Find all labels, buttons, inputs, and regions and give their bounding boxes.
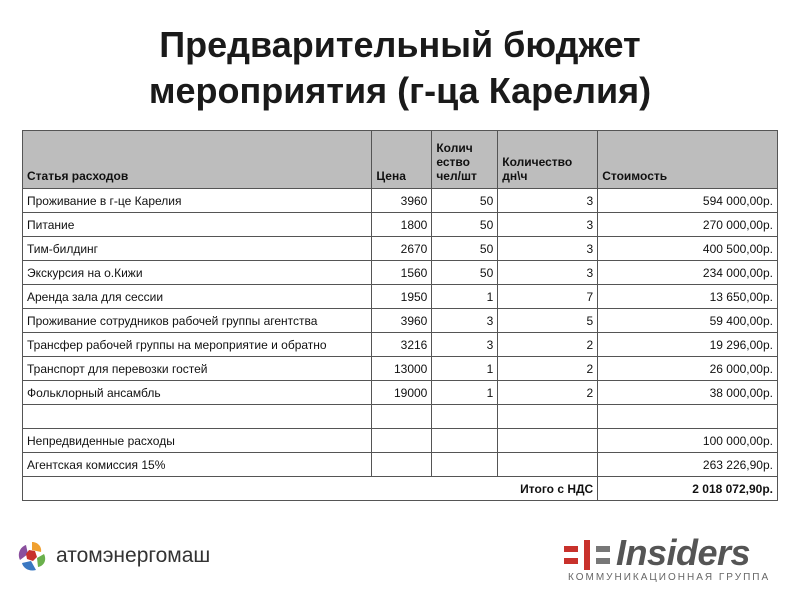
table-row <box>23 381 778 405</box>
table-row <box>23 357 778 381</box>
total-label: Итого с НДС <box>23 477 598 501</box>
cell-qty: 3 <box>432 309 498 333</box>
cell-item: Фольклорный ансамбль <box>23 381 372 405</box>
cell-cost: 59 400,00р. <box>598 309 778 333</box>
table-row <box>23 261 778 285</box>
cell-cost: 270 000,00р. <box>598 213 778 237</box>
cell-days: 3 <box>498 213 598 237</box>
cell-days: 5 <box>498 309 598 333</box>
header-days: Количество дн\ч <box>498 131 598 189</box>
cell-cost: 13 650,00р. <box>598 285 778 309</box>
cell-price: 1800 <box>372 213 432 237</box>
insiders-word: Insiders <box>616 532 751 573</box>
cell-qty <box>432 429 498 453</box>
budget-table <box>22 130 778 501</box>
cell-price: 13000 <box>372 357 432 381</box>
table-row <box>23 285 778 309</box>
cell-item: Транспорт для перевозки гостей <box>23 357 372 381</box>
cell-item: Проживание сотрудников рабочей группы агентства <box>23 309 372 333</box>
cell-days <box>498 429 598 453</box>
table-row <box>23 189 778 213</box>
cell-cost: 26 000,00р. <box>598 357 778 381</box>
total-row <box>23 477 778 501</box>
header-cost: Стоимость <box>598 131 778 189</box>
cell-price <box>372 453 432 477</box>
cell-cost: 234 000,00р. <box>598 261 778 285</box>
total-value: 2 018 072,90р. <box>598 477 778 501</box>
cell-price: 3960 <box>372 309 432 333</box>
atomenergomash-icon <box>14 538 50 574</box>
cell-qty <box>432 405 498 429</box>
cell-days: 3 <box>498 189 598 213</box>
cell-item: Питание <box>23 213 372 237</box>
title-line-1: Предварительный бюджет <box>159 24 641 65</box>
cell-price <box>372 405 432 429</box>
table-header-row <box>23 131 778 189</box>
cell-price: 3960 <box>372 189 432 213</box>
atomenergomash-logo <box>14 538 210 574</box>
cell-qty: 1 <box>432 381 498 405</box>
table-body <box>23 189 778 477</box>
insiders-icon <box>564 540 616 576</box>
cell-days: 3 <box>498 261 598 285</box>
cell-item: Проживание в г-це Карелия <box>23 189 372 213</box>
title-line-2: мероприятия (г-ца Карелия) <box>148 70 652 111</box>
header-price: Цена <box>372 131 432 189</box>
cell-cost: 594 000,00р. <box>598 189 778 213</box>
cell-days: 2 <box>498 357 598 381</box>
cell-price: 2670 <box>372 237 432 261</box>
cell-days <box>498 405 598 429</box>
cell-item: Агентская комиссия 15% <box>23 453 372 477</box>
cell-item <box>23 405 372 429</box>
table-row <box>23 405 778 429</box>
cell-qty: 50 <box>432 261 498 285</box>
cell-qty: 50 <box>432 213 498 237</box>
cell-days <box>498 453 598 477</box>
cell-cost: 38 000,00р. <box>598 381 778 405</box>
cell-item: Аренда зала для сессии <box>23 285 372 309</box>
cell-qty: 3 <box>432 333 498 357</box>
cell-price: 1560 <box>372 261 432 285</box>
cell-price: 3216 <box>372 333 432 357</box>
cell-cost: 19 296,00р. <box>598 333 778 357</box>
table-row <box>23 429 778 453</box>
cell-cost: 263 226,90р. <box>598 453 778 477</box>
cell-qty <box>432 453 498 477</box>
table-row <box>23 213 778 237</box>
cell-price <box>372 429 432 453</box>
table-row <box>23 309 778 333</box>
cell-days: 3 <box>498 237 598 261</box>
cell-days: 7 <box>498 285 598 309</box>
table-row <box>23 237 778 261</box>
cell-cost <box>598 405 778 429</box>
cell-qty: 1 <box>432 285 498 309</box>
atomenergomash-text: атомэнергомаш <box>56 544 211 567</box>
page-title <box>0 22 800 114</box>
cell-days: 2 <box>498 381 598 405</box>
cell-item: Непредвиденные расходы <box>23 429 372 453</box>
table-row <box>23 333 778 357</box>
header-qty: Колич ество чел/шт <box>432 131 498 189</box>
cell-qty: 1 <box>432 357 498 381</box>
cell-price: 19000 <box>372 381 432 405</box>
cell-qty: 50 <box>432 189 498 213</box>
insiders-subtitle: КОММУНИКАЦИОННАЯ ГРУППА <box>568 572 771 583</box>
cell-price: 1950 <box>372 285 432 309</box>
table-row <box>23 453 778 477</box>
cell-qty: 50 <box>432 237 498 261</box>
header-item: Статья расходов <box>23 131 372 189</box>
insiders-logo <box>560 532 786 586</box>
cell-cost: 100 000,00р. <box>598 429 778 453</box>
cell-item: Экскурсия на о.Кижи <box>23 261 372 285</box>
cell-item: Тим-билдинг <box>23 237 372 261</box>
cell-cost: 400 500,00р. <box>598 237 778 261</box>
cell-days: 2 <box>498 333 598 357</box>
cell-item: Трансфер рабочей группы на мероприятие и обратно <box>23 333 372 357</box>
